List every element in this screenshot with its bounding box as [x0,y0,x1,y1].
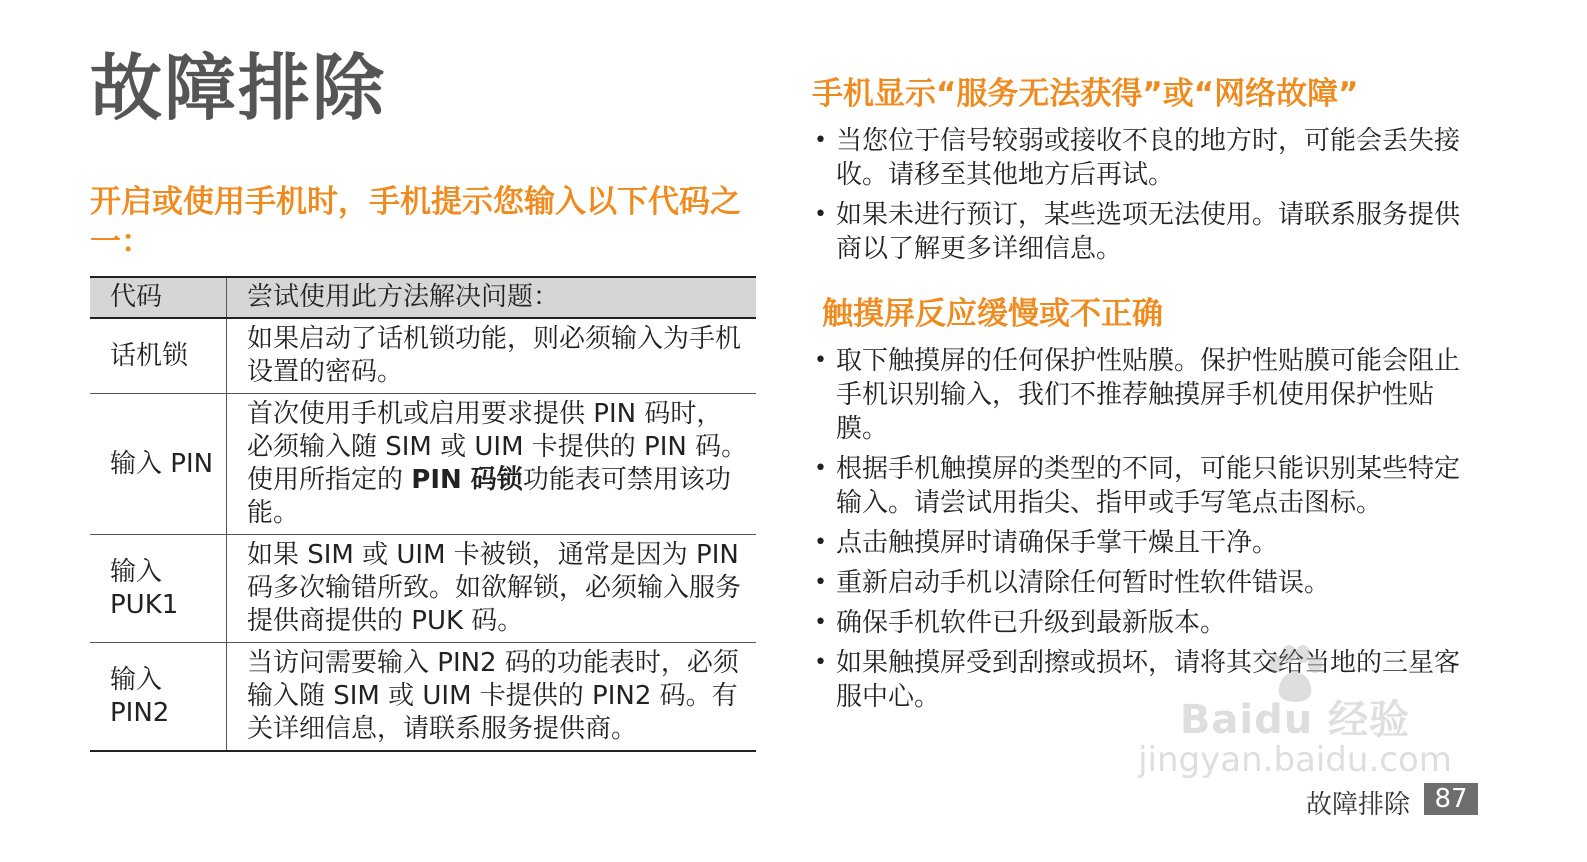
page-number: 87 [1424,783,1478,815]
table-cell-solution [227,394,757,535]
table-row [90,394,756,535]
list-item: • 如果未进行预订，某些选项无法使用。请联系服务提供商以了解更多详细信息。 [812,198,1462,266]
solution-text: 如果启动了话机锁功能，则必须输入为手机设置的密码。 [247,324,742,387]
list-item: • 确保手机软件已升级到最新版本。 [812,606,1462,640]
table-cell-code: 输入 PIN [90,394,227,535]
watermark-url: jingyan.baidu.com [1138,740,1452,780]
solution-text: 当访问需要输入 PIN2 码的功能表时，必须输入随 SIM 或 UIM 卡提供的 PIN2 码。有关详细信息，请联系服务提供商。 [247,648,739,744]
solution-text: 首次使用手机或启用要求提供 PIN 码时，必须输入随 SIM 或 UIM 卡提供的 PIN 码。使用所指定的 [247,399,748,495]
table-header-code: 代码 [90,277,227,318]
touchscreen-section-heading: 触摸屏反应缓慢或不正确 [822,296,1163,332]
footer-section-label: 故障排除 [1306,790,1411,820]
list-item: • 如果触摸屏受到刮擦或损坏，请将其交给当地的三星客服中心。 [812,646,1462,714]
list-item: • 取下触摸屏的任何保护性贴膜。保护性贴膜可能会阻止手机识别输入，我们不推荐触摸屏手机使用保护性贴膜。 [812,344,1462,446]
menu-reference-bold: PIN 码锁 [411,465,523,495]
table-header-row [90,277,756,318]
table-cell-code: 话机锁 [90,318,227,394]
code-table [90,276,756,752]
solution-text: 如果 SIM 或 UIM 卡被锁，通常是因为 PIN 码多次输错所致。如欲解锁，必须输入服务提供商提供的 PUK 码。 [247,540,742,636]
table-row [90,535,756,643]
network-section-heading: 手机显示“服务无法获得”或“网络故障” [812,76,1359,112]
table-cell-solution [227,643,757,752]
page-title: 故障排除 [90,46,387,130]
table-row [90,318,756,394]
table-header-solution: 尝试使用此方法解决问题： [247,282,560,312]
list-item: • 重新启动手机以清除任何暂时性软件错误。 [812,566,1462,600]
table-cell-code: 输入 PIN2 [90,643,227,752]
list-item: • 当您位于信号较弱或接收不良的地方时，可能会丢失接收。请移至其他地方后再试。 [812,124,1462,192]
touchscreen-bullet-list [812,344,1462,720]
table-cell-solution [227,318,757,394]
network-bullet-list [812,124,1462,272]
solution-text-end: 功能表可禁用该功能。 [247,465,731,528]
table-section-heading: 开启或使用手机时，手机提示您输入以下代码之一： [90,184,741,260]
table-cell-solution [227,535,757,643]
watermark-logo-text: Baidu 经验 [1179,697,1411,743]
list-item: • 根据手机触摸屏的类型的不同，可能只能识别某些特定输入。请尝试用指尖、指甲或手写笔点击图标。 [812,452,1462,520]
list-item: • 点击触摸屏时请确保手掌干燥且干净。 [812,526,1462,560]
table-row [90,643,756,752]
table-cell-code: 输入 PUK1 [90,535,227,643]
